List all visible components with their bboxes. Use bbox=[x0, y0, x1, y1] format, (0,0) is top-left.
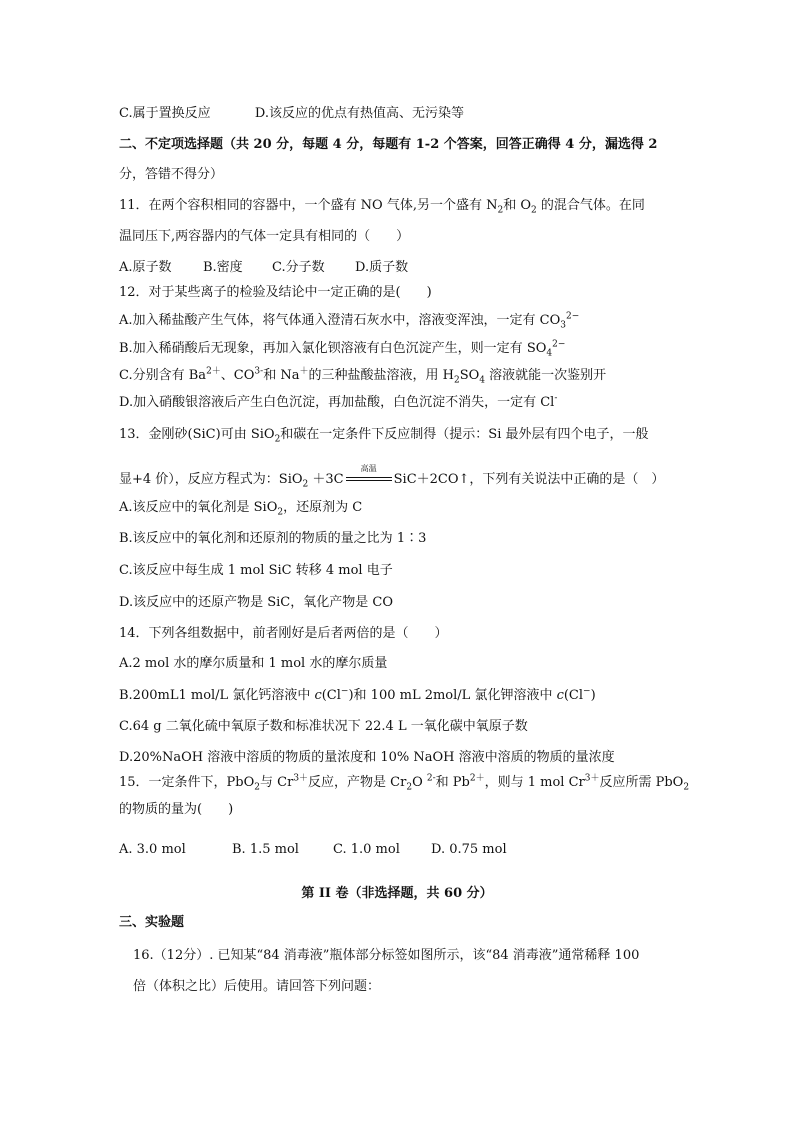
q16-stem-cont: 倍（体积之比）后使用。请回答下列问题： bbox=[133, 979, 381, 994]
q14-option-b: B.200mL1 mol/L 氯化钙溶液中 c(Cl−)和 100 mL 2mol/L 氯化钾溶液中 c(Cl−) bbox=[119, 686, 596, 703]
q11-option-a: A.原子数 bbox=[119, 260, 172, 275]
section2-heading-cont: 分，答错不得分） bbox=[119, 167, 224, 182]
q11-options bbox=[119, 260, 408, 276]
q13-equation-line: 显+4 价），反应方程式为：SiO$_2$ ＋3C 高温 SiC＋2CO↑，下列有关说法中正确的是（ ） bbox=[119, 463, 665, 490]
q11-option-b: B.密度 bbox=[203, 260, 243, 275]
q11-option-c: C.分子数 bbox=[272, 260, 325, 275]
q12-stem: 12．对于某些离子的检验及结论中一定正确的是( ) bbox=[119, 285, 432, 300]
section2-heading: 二、不定项选择题（共 20 分，每题 4 分，每题有 1-2 个答案，回答正确得 4 分，漏选得 2 bbox=[119, 137, 658, 152]
q13-option-c: C.该反应中每生成 1 mol SiC 转移 4 mol 电子 bbox=[119, 563, 393, 578]
q12-option-b: B.加入稀硝酸后无现象，再加入氯化钡溶液有白色沉淀产生，则一定有 $SO_4^{2-}$ bbox=[119, 339, 566, 359]
q10-option-c: C.属于置换反应 bbox=[119, 106, 211, 121]
q15-option-a: A. 3.0 mol bbox=[119, 842, 186, 857]
q14-stem: 14．下列各组数据中，前者刚好是后者两倍的是（ ） bbox=[119, 626, 448, 641]
q11-stem: 11．在两个容积相同的容器中，一个盛有 NO 气体,另一个盛有 $N_2$和 $O_2$ 的混合气体。在同 bbox=[119, 198, 645, 216]
q14-option-d: D.20%NaOH 溶液中溶质的物质的量浓度和 10% NaOH 溶液中溶质的物质的量浓度 bbox=[119, 750, 615, 765]
q14-option-c: C.64 g 二氧化硫中氧原子数和标准状况下 22.4 L 一氧化碳中氧原子数 bbox=[119, 719, 528, 734]
q12-option-c: C.分别含有 $Ba^{2+}$、$CO^{3-}$和 Na＋的三种盐酸盐溶液，用 $H_2SO_4$ 溶液就能一次鉴别开 bbox=[119, 366, 607, 386]
q12-option-a: A.加入稀盐酸产生气体，将气体通入澄清石灰水中，溶液变浑浊，一定有 $CO_3^{2-}$ bbox=[119, 311, 580, 331]
q11-option-d: D.质子数 bbox=[355, 260, 409, 275]
q15-option-c: C. 1.0 mol bbox=[333, 842, 400, 857]
q15-stem: 15．一定条件下，PbO$_2$与 $Cr^{3+}$反应，产物是 $Cr_2O$ $^{2-}$和 $Pb^{2+}$，则与 1 mol $Cr^{3+}$反应所需 PbO$_2$ bbox=[119, 773, 690, 793]
q15-stem-cont: 的物质的量为( ) bbox=[119, 802, 234, 817]
q13-option-d: D.该反应中的还原产物是 SiC，氧化产物是 CO bbox=[119, 595, 393, 610]
q15-option-b: B. 1.5 mol bbox=[232, 842, 299, 857]
q14-option-a: A.2 mol 水的摩尔质量和 1 mol 水的摩尔质量 bbox=[119, 656, 388, 671]
reaction-equals-sign bbox=[346, 463, 392, 487]
part2-title: 第 II 卷（非选择题，共 60 分） bbox=[301, 886, 493, 901]
q10-options bbox=[119, 106, 464, 122]
q10-option-d: D.该反应的优点有热值高、无污染等 bbox=[254, 106, 464, 121]
q13-option-a: A.该反应中的氧化剂是 SiO$_2$，还原剂为 C bbox=[119, 500, 363, 518]
reaction-condition: 高温 bbox=[360, 463, 377, 473]
q16-stem: 16.（12分）. 已知某“84 消毒液”瓶体部分标签如图所示，该“84 消毒液”通常稀释 100 bbox=[133, 948, 640, 963]
section3-heading: 三、实验题 bbox=[119, 915, 185, 930]
q13-stem: 13．金刚砂(SiC)可由 SiO$_2$和碳在一定条件下反应制得（提示：Si 最外层有四个电子，一般 bbox=[119, 427, 649, 445]
q15-option-d: D. 0.75 mol bbox=[431, 842, 507, 857]
q11-stem-cont: 温同压下,两容器内的气体一定具有相同的（ ） bbox=[119, 229, 410, 244]
q13-option-b: B.该反应中的氧化剂和还原剂的物质的量之比为 1∶3 bbox=[119, 531, 427, 546]
q15-options bbox=[119, 842, 507, 858]
q12-option-d: D.加入硝酸银溶液后产生白色沉淀，再加盐酸，白色沉淀不消失，一定有 Cl- bbox=[119, 393, 558, 410]
